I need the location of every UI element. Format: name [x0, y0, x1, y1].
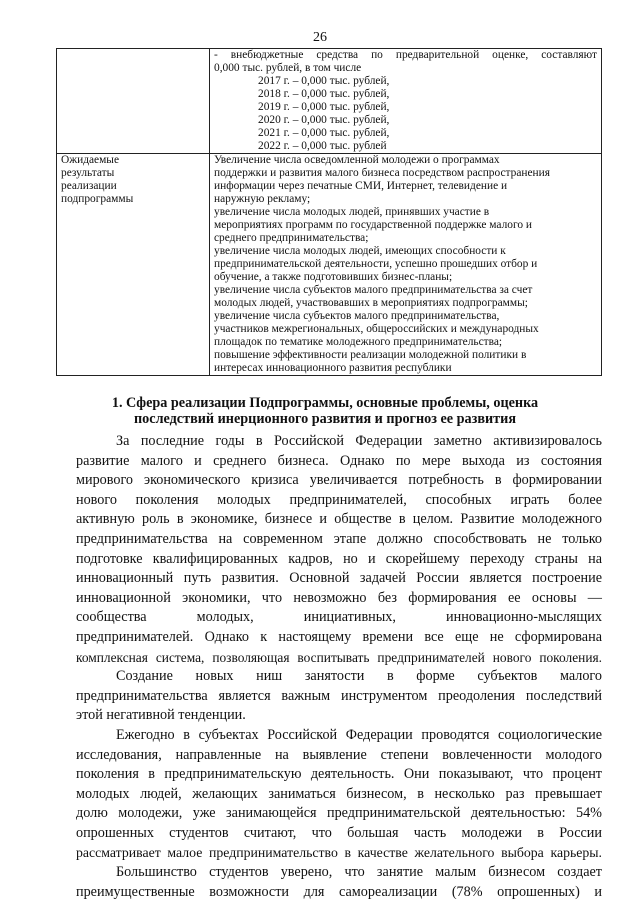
table-line: увеличение числа субъектов малого предпринимательства за счет [214, 284, 533, 296]
body-line: развитие малого и среднего бизнеса. Однако по мере выхода из состояния [76, 452, 602, 469]
body-line: нового поколения молодых предпринимателей, способных играть более [76, 491, 602, 508]
table-line: 0,000 тыс. рублей, в том числе [214, 62, 362, 74]
body-line: комплексная система, позволяющая воспитывать предпринимателей нового поколения. [76, 649, 602, 665]
table-line: наружную рекламу; [214, 193, 311, 205]
table-line: обучение, а также подготовивших бизнес-планы; [214, 271, 453, 283]
body-line: За последние годы в Российской Федерации заметно активизировалось [116, 433, 602, 449]
table-cell-funding [210, 49, 602, 154]
table-cell-expected-results [210, 154, 602, 376]
heading-line: последствий инерционного развития и прогноз ее развития [134, 411, 516, 427]
body-line: активную роль в экономике, бизнесе и обществе в целом. Развитие молодежного [76, 511, 602, 528]
table-line: - внебюджетные средства по предварительной оценке, составляют [214, 49, 597, 61]
body-line: рассматривает малое предпринимательство в качестве желательного выбора карьеры. [76, 845, 602, 861]
table-line: мероприятиях программ по государственной поддержке малого и [214, 219, 532, 231]
body-line: инновационной экономики, что невозможно без формирования ее основы — [76, 589, 602, 606]
body-line: сообщества молодых, инициативных, инновационно-мыслящих [76, 609, 602, 626]
body-line: мирового экономического кризиса увеличивается потребность в формировании [76, 472, 602, 489]
page-number: 26 [313, 30, 327, 45]
body-line: исследования, направленные на выявление степени вовлеченности молодого [76, 746, 602, 763]
body-line: опрошенных студентов считают, что большая часть молодежи в России [76, 824, 602, 841]
body-text [76, 432, 602, 902]
subprogram-info-table [56, 48, 602, 376]
table-line: интересах инновационного развития республики [214, 362, 452, 374]
table-line: 2022 г. – 0,000 тыс. рублей [258, 140, 387, 152]
table-label-line: реализации [61, 180, 117, 192]
table-line: поддержки и развития малого бизнеса посредством распространения [214, 167, 550, 179]
table-line: увеличение числа молодых людей, имеющих способности к [214, 245, 506, 257]
body-line: преимущественные возможности для самореализации (78% опрошенных) и [76, 883, 602, 900]
body-line: предпринимательства является важным инструментом преодоления последствий [76, 687, 602, 704]
table-line: участников межрегиональных, общероссийских и международных [214, 323, 539, 335]
body-line: Большинство студентов уверено, что занятие малым бизнесом создает [116, 864, 602, 881]
body-line: этой негативной тенденции. [76, 707, 246, 724]
heading-line: 1. Сфера реализации Подпрограммы, основные проблемы, оценка [111, 395, 539, 411]
table-label-line: подпрограммы [61, 193, 134, 205]
section-heading [70, 395, 580, 427]
body-line: инновационный путь развития. Основной задачей России является построение [76, 570, 602, 587]
body-line: молодых людей, желающих заниматься бизнесом, в несколько раз превышает [76, 785, 602, 802]
body-line: Создание новых ниш занятости в форме субъектов малого [116, 668, 602, 685]
table-label-line: Ожидаемые [61, 154, 120, 166]
table-line: площадок по тематике молодежного предпринимательства; [214, 336, 503, 348]
body-line: предпринимателей. Однако к настоящему времени все еще не сформирована [76, 628, 602, 645]
table-label-line: результаты [61, 167, 115, 179]
body-line: предпринимательства на современном этапе должно способствовать не только [76, 530, 602, 547]
table-row-funding [57, 49, 602, 154]
body-line: подготовке квалифицированных кадров, но и скорейшему переходу страны на [76, 550, 602, 567]
table-row-expected-results [57, 154, 602, 376]
table-line: 2021 г. – 0,000 тыс. рублей, [258, 127, 390, 139]
table-line: увеличение числа молодых людей, принявших участие в [214, 206, 490, 218]
table-line: повышение эффективности реализации молодежной политики в [214, 349, 527, 361]
table-line: 2017 г. – 0,000 тыс. рублей, [258, 75, 390, 87]
table-line: 2019 г. – 0,000 тыс. рублей, [258, 101, 390, 113]
table-line: информации через печатные СМИ, Интернет, телевидение и [214, 180, 508, 192]
table-line: Увеличение числа осведомленной молодежи о программах [214, 154, 500, 166]
table-line: среднего предпринимательства; [214, 232, 369, 244]
table-line: 2020 г. – 0,000 тыс. рублей, [258, 114, 390, 126]
table-cell-empty-label [57, 49, 210, 154]
body-line: Ежегодно в субъектах Российской Федерации проводятся социологические [116, 726, 602, 743]
table-line: предпринимательской деятельности, успешно прошедших отбор и [214, 258, 538, 270]
body-line: долю молодежи, уже занимающейся предпринимательской деятельностью: 54% [76, 805, 602, 822]
table-line: увеличение числа субъектов малого предпринимательства, [214, 310, 500, 322]
body-line: поколения в предпринимательскую деятельность. Они показывают, что процент [76, 766, 602, 783]
table-cell-label [57, 154, 210, 376]
table-line: молодых людей, участвовавших в мероприятиях подпрограммы; [214, 297, 528, 309]
table-line: 2018 г. – 0,000 тыс. рублей, [258, 88, 390, 100]
